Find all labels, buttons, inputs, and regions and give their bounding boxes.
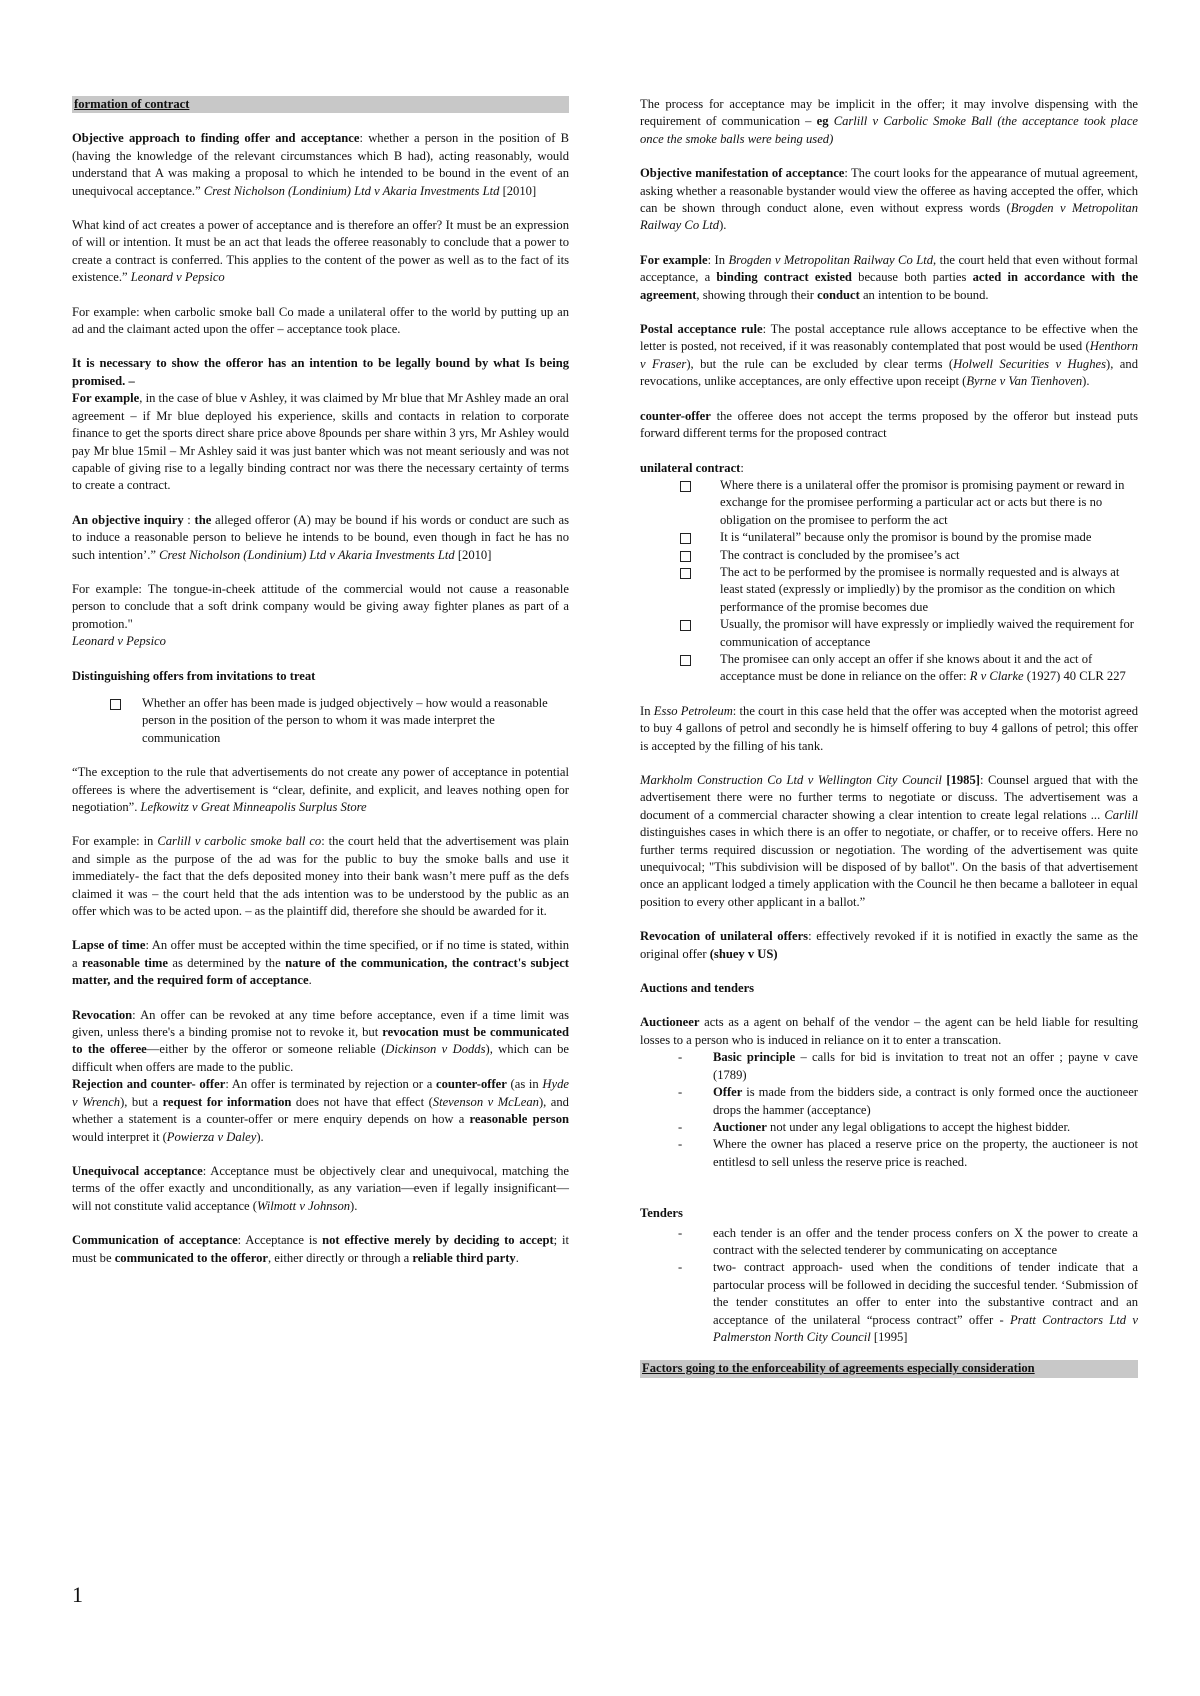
checkbox-bullet-icon — [680, 551, 691, 562]
subheading-auctions-tenders: Auctions and tenders — [640, 981, 755, 996]
list-item: - Basic principle – calls for bid is invitation to treat not an offer ; payne v cave (1789) — [678, 1050, 1138, 1082]
para-counter-offer: counter-offer the offeree does not accept the terms proposed by the offeror but instead puts forward different terms for the proposed contract — [640, 408, 1138, 441]
para-carlill-example: For example: in Carlill v carbolic smoke ball co: the court held that the advertisement was plain and simple as the purpose of the ad was for the public to buy the smoke balls and use it immediately- the fact that the defs deposited money into their bank wasn’t mere puff as the defs claimed it was – the court held that the ads intention was to be understood by the public as an offer which was to be acted upon. – as the plaintiff did, therefore she should be awarded for it. — [72, 834, 569, 919]
list-item: - Auctioner not under any legal obligations to accept the highest bidder. — [678, 1119, 1071, 1134]
para-objective-inquiry: An objective inquiry : the alleged offeror (A) may be bound if his words or conduct are such as to induce a reasonable person to believe he intends to be bound, even though in fact he has no such intention’.” Crest Nicholson (Londinium) Ltd v Akaria Investments Ltd [2010] — [72, 512, 570, 562]
checkbox-bullet-icon — [680, 568, 691, 579]
list-item: Whether an offer has been made is judged objectively – how would a reasonable person in the position of the person to whom it was made interpret the communication — [110, 695, 569, 747]
bullet-list-offers — [72, 695, 569, 747]
list-item: It is “unilateral” because only the promisor is bound by the promise made — [680, 529, 1138, 546]
page-number: 1 — [72, 1582, 83, 1607]
left-column — [72, 96, 569, 1284]
subheading-tenders: Tenders — [640, 1206, 683, 1221]
para-pepsico-example: For example: The tongue-in-cheek attitude of the commercial would not cause a reasonable person to conclude that a soft drink company would be giving away fighter planes as part of a promotion." Leonard v Pepsico — [72, 581, 569, 649]
list-item: - Offer is made from the bidders side, a contract is only formed once the auctioneer drops the hammer (acceptance) — [678, 1085, 1138, 1117]
section-heading-formation: formation of contract — [72, 96, 569, 113]
dash-list-tenders — [640, 1225, 1138, 1347]
dash-list-auction — [640, 1049, 1138, 1171]
para-communication-of-acceptance: Communication of acceptance: Acceptance is not effective merely by deciding to accept; it must be communicated to the offeror, either directly or through a reliable third party. — [72, 1233, 569, 1265]
para-advertisement-exception: “The exception to the rule that advertisements do not create any power of acceptance in potential offerees is where the advertisement is “clear, definite, and explicit, and leaves nothing open for negotiation”. Lefkowitz v Great Minneapolis Surplus Store — [72, 765, 569, 814]
list-item: The promisee can only accept an offer if she knows about it and the act of acceptance must be done in reliance on the offer: R v Clarke (1927) 40 CLR 227 — [680, 651, 1138, 686]
para-rejection-counter-offer: Rejection and counter- offer: An offer is terminated by rejection or a counter-offer (as in Hyde v Wrench), but a request for information does not have that effect (Stevenson v McLean), and whether a statement is a counter-offer or mere enquiry depends on how a reasonable person would interpret it (Powierza v Daley). — [72, 1077, 569, 1144]
para-objective-approach: Objective approach to finding offer and acceptance: whether a person in the position of B (having the knowledge of the relevant circumstances which B had), acting reasonably, would understand that A was making a proposal to which he intended to be bound in the event of an unequivocal acceptance.” Crest Nicholson (Londinium) Ltd v Akaria Investments Ltd [2010] — [72, 131, 569, 198]
list-item: - Where the owner has placed a reserve price on the property, the auctioneer is not entitlesd to sell unless the reserve price is reached. — [678, 1137, 1138, 1169]
right-column — [640, 96, 1138, 1395]
para-esso-petroleum: In Esso Petroleum: the court in this case held that the offer was accepted when the motorist agreed to buy 4 gallons of petrol and secondly he is himself offering to buy 4 gallons of petrol; this offer is accepted by the filling of his tank. — [640, 703, 1139, 753]
list-item: The act to be performed by the promisee is normally requested and is always at least stated (expressly or impliedly) by the promisor as the condition on which performance of the promise becomes due — [680, 564, 1138, 616]
para-auctioneer: Auctioneer acts as a agent on behalf of the vendor – the agent can be held liable for resulting losses to a person who is induced in reliance on it to enter a transcation. — [640, 1015, 1138, 1047]
list-item: Where there is a unilateral offer the promisor is promising payment or reward in exchange for the promisee performing a particular act or acts but there is no obligation on the promisee to perform the act — [680, 477, 1138, 529]
para-postal-rule: Postal acceptance rule: The postal acceptance rule allows acceptance to be effective when the letter is posted, not received, if it was reasonably contemplated that post would be used (Henthorn v Fraser), but the rule can be excluded by clear terms (Holwell Securities v Hughes), and revocations, unlike acceptances, are only effective upon receipt (Byrne v Van Tienhoven). — [640, 322, 1138, 389]
para-intention-bound: It is necessary to show the offeror has an intention to be legally bound by what Is being promised. – For example, in the case of blue v Ashley, it was claimed by Mr blue that Mr Ashley made an oral agreement – if Mr blue deployed his experience, skills and contacts in relation to corporate finance to get the sports direct share price above 8pounds per share within 3 yrs, Mr Ashley would pay Mr blue 15mil – Mr Ashley said it was just banter which was not meant seriously and was not capable of giving rise to a legally binding contract nor was there the necessary certainty of terms to create a contract. — [72, 356, 569, 493]
para-unequivocal-acceptance: Unequivocal acceptance: Acceptance must be objectively clear and unequivocal, matching the terms of the offer exactly and unconditionally, as any variation—even if legally insignificant—will not constitute valid acceptance (Wilmott v Johnson). — [72, 1163, 569, 1213]
list-item: Usually, the promisor will have expressly or impliedly waived the requirement for communication of acceptance — [680, 616, 1138, 651]
checkbox-bullet-icon — [680, 533, 691, 544]
para-objective-manifestation: Objective manifestation of acceptance: The court looks for the appearance of mutual agreement, asking whether a reasonable bystander would view the offeree as having accepted the offer, which can be shown through conduct alone, even without express words (Brogden v Metropolitan Railway Co Ltd). — [640, 166, 1138, 233]
para-lapse-of-time: Lapse of time: An offer must be accepted within the time specified, or if no time is stated, within a reasonable time as determined by the nature of the communication, the contract's subject matter, and the required form of acceptance. — [72, 938, 569, 988]
para-power-of-acceptance: What kind of act creates a power of acceptance and is therefore an offer? It must be an expression of will or intention. It must be an act that leads the offeree reasonably to conclude that a power to create a contract is conferred. This applies to the content of the power as well as to the fact of its existence.” Leonard v Pepsico — [72, 218, 569, 285]
para-markholm: Markholm Construction Co Ltd v Wellington City Council [1985]: Counsel argued that with the advertisement there were no further terms to negotiate or discuss. The advertisement was a document of a commercial character showing a clear intention to create legal relations ... Carlill distinguishes cases in which there is an offer to negotiate, or chaffer, or to receive offers. Here no further terms required discussion or negotiation. The wording of the advertisement was quite unequivocal; "This subdivision will be disposed of by ballot". On the basis of that advertisement once an applicant lodged a timely application with the Council he then became a balloteer in equal position to every other applicant in a ballot.” — [640, 773, 1138, 909]
list-item: The contract is concluded by the promisee’s act — [680, 547, 1138, 564]
checkbox-bullet-icon — [680, 655, 691, 666]
bullet-list-unilateral — [640, 477, 1138, 686]
para-revocation-unilateral: Revocation of unilateral offers: effectively revoked if it is notified in exactly the same as the original offer (shuey v US) — [640, 929, 1138, 961]
para-revocation: Revocation: An offer can be revoked at any time before acceptance, even if a time limit was given, unless there's a binding promise not to revoke it, but revocation must be communicated to the offeree—either by the offeror or someone reliable (Dickinson v Dodds), which can be difficult when offers are made to the public. — [72, 1007, 569, 1074]
para-brogden-example: For example: In Brogden v Metropolitan Railway Co Ltd, the court held that even without formal acceptance, a binding contract existed because both parties acted in accordance with the agreement, showing through their conduct an intention to be bound. — [640, 252, 1139, 302]
subheading-unilateral-contract: unilateral contract: — [640, 460, 744, 475]
list-item: - each tender is an offer and the tender process confers on X the power to create a contract with the selected tenderer by communicating on acceptance — [678, 1225, 1138, 1257]
section-heading-enforceability: Factors going to the enforceability of agreements especially consideration — [640, 1360, 1138, 1377]
checkbox-bullet-icon — [680, 620, 691, 631]
list-item: - two- contract approach- used when the conditions of tender indicate that a partocular process will be followed in deciding the succesful tender. ‘Submission of the tender constitutes an offer to enter into the substantive contract and an acceptance of the unilateral “process contract” offer - Pratt Contractors Ltd v Palmerston North City Council [1995] — [678, 1260, 1138, 1344]
para-carbolic-example: For example: when carbolic smoke ball Co made a unilateral offer to the world by putting up an ad and the claimant acted upon the offer – acceptance took place. — [72, 304, 569, 337]
subheading-invitations-to-treat: Distinguishing offers from invitations to treat — [72, 668, 316, 683]
checkbox-bullet-icon — [680, 481, 691, 492]
checkbox-bullet-icon — [110, 699, 121, 710]
para-implicit-acceptance: The process for acceptance may be implicit in the offer; it may involve dispensing with the requirement of communication – eg Carlill v Carbolic Smoke Ball (the acceptance took place once the smoke balls were being used) — [640, 97, 1138, 146]
